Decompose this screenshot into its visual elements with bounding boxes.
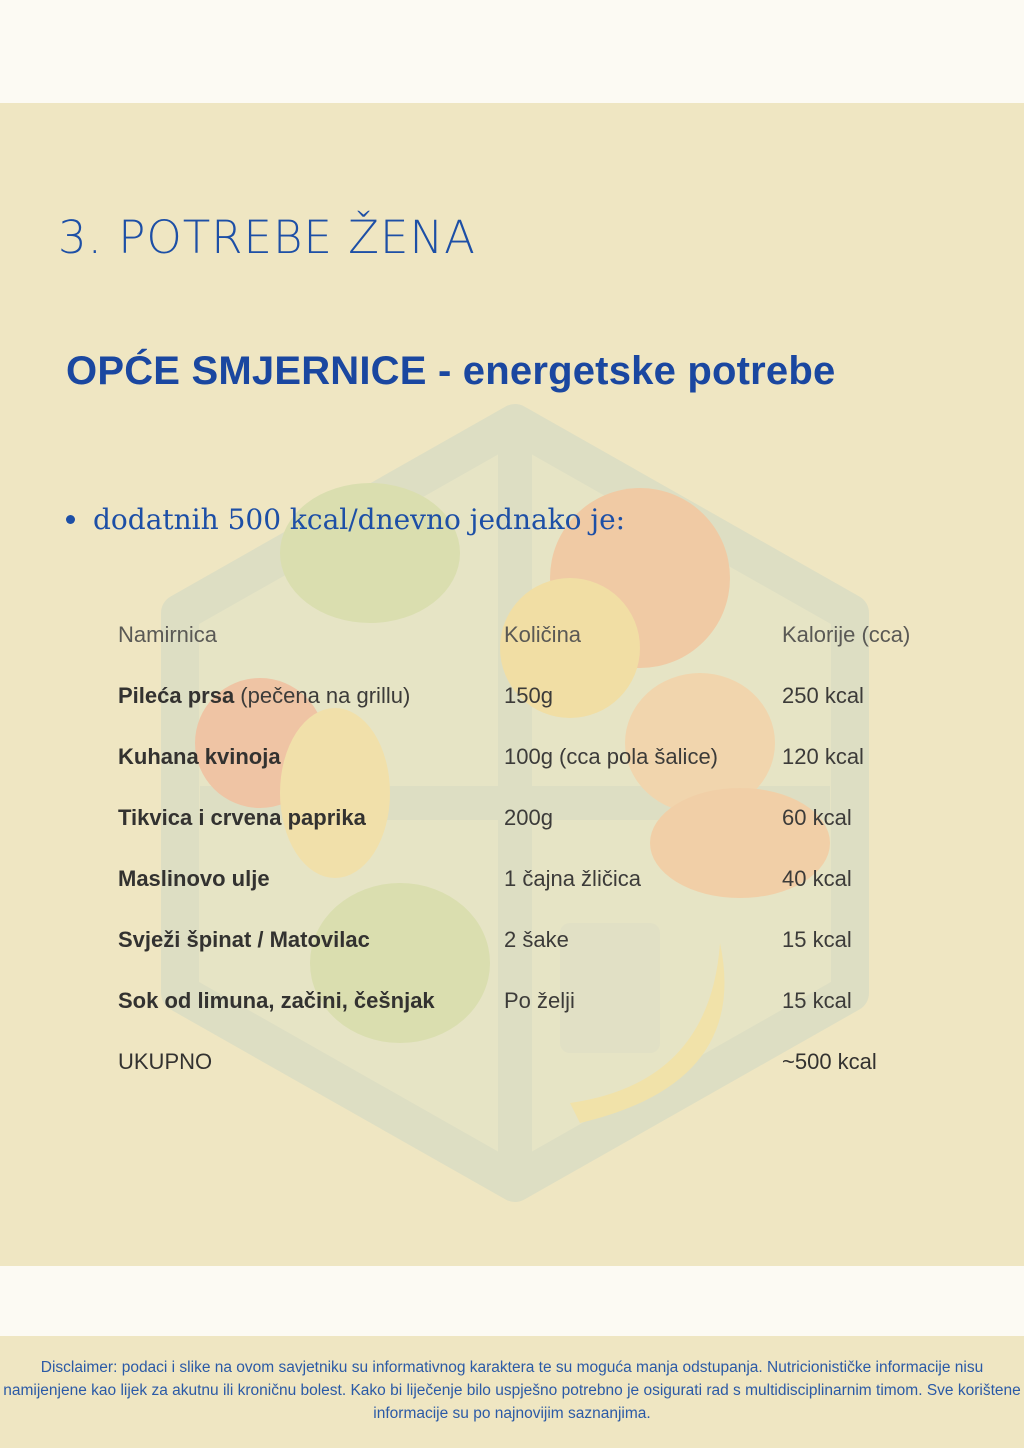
food-table (110, 605, 918, 1092)
calories-cell: 40 kcal (782, 865, 852, 891)
total-calories: ~500 kcal (782, 1048, 877, 1074)
amount-cell: 1 čajna žličica (504, 865, 641, 891)
total-label: UKUPNO (118, 1048, 213, 1074)
food-cell: Svježi špinat / Matovilac (118, 926, 370, 952)
calories-cell: 250 kcal (782, 682, 864, 708)
food-cell: Pileća prsa (pečena na grillu) (118, 682, 411, 708)
table-row (110, 787, 918, 848)
table-row (110, 665, 918, 726)
food-cell: Maslinovo ulje (118, 865, 270, 891)
amount-cell: 150g (504, 682, 553, 708)
amount-cell: 100g (cca pola šalice) (504, 743, 719, 769)
table-total-row (110, 1031, 918, 1092)
bullet-item (66, 503, 625, 536)
table-row (110, 726, 918, 787)
table-row (110, 909, 918, 970)
header-amount: Količina (504, 622, 582, 647)
page-heading: 3. POTREBE ŽENA (58, 211, 476, 264)
calories-cell: 120 kcal (782, 743, 864, 769)
table-header-row (110, 605, 918, 665)
section-subheading: OPĆE SMJERNICE - energetske potrebe (66, 349, 836, 393)
bullet-dot-icon (66, 515, 75, 524)
amount-cell: 2 šake (504, 926, 569, 952)
amount-cell: 200g (504, 804, 553, 830)
total-amount (496, 1031, 774, 1092)
food-cell: Sok od limuna, začini, češnjak (118, 987, 435, 1013)
food-cell: Kuhana kvinoja (118, 743, 281, 769)
disclaimer-text: Disclaimer: podaci i slike na ovom savjetniku su informativnog karaktera te su moguća manja odstupanja. Nutricionističke informacije nisu namijenjene kao lijek za akutnu ili kroničnu bolest. Kako bi liječenje bilo uspješno potrebno je osigurati rad s multidisciplinarnim timom. Sve korištene informacije su po najnovijim saznanjima. (0, 1336, 1024, 1448)
calories-cell: 60 kcal (782, 804, 852, 830)
content-panel (0, 103, 1024, 1266)
bullet-text: dodatnih 500 kcal/dnevno jednako je: (93, 503, 626, 536)
table-row (110, 970, 918, 1031)
amount-cell: Po želji (504, 987, 575, 1013)
table-row (110, 848, 918, 909)
header-food: Namirnica (118, 622, 218, 647)
calories-cell: 15 kcal (782, 987, 852, 1013)
header-calories: Kalorije (cca) (782, 622, 911, 647)
calories-cell: 15 kcal (782, 926, 852, 952)
food-cell: Tikvica i crvena paprika (118, 804, 366, 830)
